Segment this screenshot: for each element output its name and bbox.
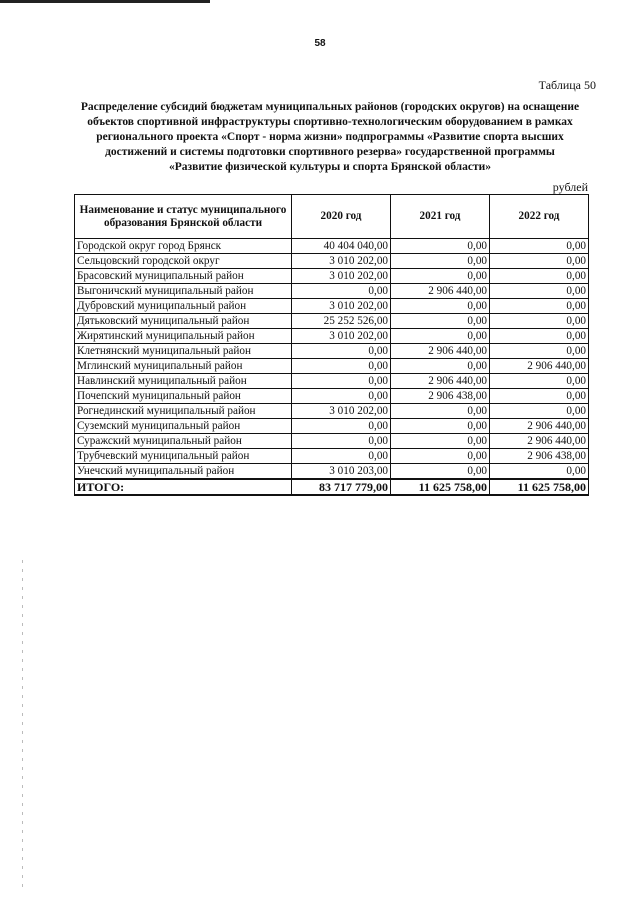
table-row <box>75 404 589 419</box>
table-body <box>75 239 589 480</box>
value-2022: 0,00 <box>490 404 589 419</box>
table-header-row <box>75 195 589 239</box>
value-2022: 0,00 <box>490 329 589 344</box>
value-2022: 0,00 <box>490 239 589 254</box>
value-2020: 0,00 <box>292 284 391 299</box>
value-2022: 0,00 <box>490 344 589 359</box>
municipality-name: Рогнединский муниципальный район <box>75 404 292 419</box>
value-2022: 0,00 <box>490 299 589 314</box>
value-2020: 3 010 202,00 <box>292 299 391 314</box>
value-2021: 2 906 440,00 <box>391 284 490 299</box>
municipality-name: Дубровский муниципальный район <box>75 299 292 314</box>
value-2020: 25 252 526,00 <box>292 314 391 329</box>
value-2021: 0,00 <box>391 434 490 449</box>
municipality-name: Выгоничский муниципальный район <box>75 284 292 299</box>
value-2021: 0,00 <box>391 329 490 344</box>
value-2022: 0,00 <box>490 314 589 329</box>
value-2020: 0,00 <box>292 374 391 389</box>
municipality-name: Клетнянский муниципальный район <box>75 344 292 359</box>
table-row <box>75 359 589 374</box>
value-2022: 0,00 <box>490 284 589 299</box>
municipality-name: Навлинский муниципальный район <box>75 374 292 389</box>
table-row <box>75 374 589 389</box>
subsidy-table <box>74 194 589 496</box>
total-label: ИТОГО: <box>75 479 292 495</box>
municipality-name: Почепский муниципальный район <box>75 389 292 404</box>
value-2022: 0,00 <box>490 254 589 269</box>
value-2022: 0,00 <box>490 374 589 389</box>
value-2022: 2 906 440,00 <box>490 359 589 374</box>
value-2020: 0,00 <box>292 344 391 359</box>
value-2021: 0,00 <box>391 314 490 329</box>
table-row <box>75 284 589 299</box>
units-label: рублей <box>552 180 588 194</box>
value-2020: 3 010 202,00 <box>292 329 391 344</box>
value-2021: 0,00 <box>391 464 490 480</box>
table-row <box>75 344 589 359</box>
municipality-name: Городской округ город Брянск <box>75 239 292 254</box>
total-2021: 11 625 758,00 <box>391 479 490 495</box>
value-2022: 2 906 440,00 <box>490 419 589 434</box>
table-row <box>75 449 589 464</box>
value-2022: 2 906 438,00 <box>490 449 589 464</box>
municipality-name: Унечский муниципальный район <box>75 464 292 480</box>
value-2020: 0,00 <box>292 389 391 404</box>
document-title: Распределение субсидий бюджетам муниципальных районов (городских округов) на оснащение объектов спортивной инфраструктуры спортивно-технологическим оборудованием в рамках регионального проекта «Спорт - норма жизни» подпрограммы «Развитие спорта высших достижений и системы подготовки спортивного резерва» государственной программы «Развитие физической культуры и спорта Брянской области» <box>80 101 580 173</box>
top-rule <box>0 0 210 3</box>
value-2021: 0,00 <box>391 299 490 314</box>
value-2020: 0,00 <box>292 419 391 434</box>
value-2020: 3 010 202,00 <box>292 269 391 284</box>
table-row <box>75 329 589 344</box>
municipality-name: Брасовский муниципальный район <box>75 269 292 284</box>
value-2021: 0,00 <box>391 269 490 284</box>
table-label: Таблица 50 <box>538 78 596 92</box>
value-2021: 0,00 <box>391 254 490 269</box>
value-2021: 0,00 <box>391 449 490 464</box>
municipality-name: Дятьковский муниципальный район <box>75 314 292 329</box>
value-2022: 0,00 <box>490 269 589 284</box>
page-number: 58 <box>314 38 326 49</box>
value-2020: 3 010 202,00 <box>292 254 391 269</box>
total-2022: 11 625 758,00 <box>490 479 589 495</box>
table-row <box>75 389 589 404</box>
value-2020: 40 404 040,00 <box>292 239 391 254</box>
header-2021: 2021 год <box>391 195 490 239</box>
header-municipality: Наименование и статус муниципального образования Брянской области <box>75 195 292 239</box>
table-row <box>75 314 589 329</box>
table-row <box>75 239 589 254</box>
municipality-name: Жирятинский муниципальный район <box>75 329 292 344</box>
municipality-name: Сельцовский городской округ <box>75 254 292 269</box>
table-row <box>75 434 589 449</box>
value-2021: 0,00 <box>391 359 490 374</box>
municipality-name: Мглинский муниципальный район <box>75 359 292 374</box>
scan-edge-mark <box>22 560 23 890</box>
header-2020: 2020 год <box>292 195 391 239</box>
municipality-name: Суражский муниципальный район <box>75 434 292 449</box>
value-2021: 0,00 <box>391 239 490 254</box>
value-2022: 0,00 <box>490 389 589 404</box>
total-row <box>75 479 589 495</box>
value-2020: 3 010 202,00 <box>292 404 391 419</box>
table-row <box>75 464 589 480</box>
value-2021: 0,00 <box>391 419 490 434</box>
total-2020: 83 717 779,00 <box>292 479 391 495</box>
value-2020: 0,00 <box>292 434 391 449</box>
table-row <box>75 269 589 284</box>
table-row <box>75 254 589 269</box>
value-2022: 0,00 <box>490 464 589 480</box>
table-row <box>75 299 589 314</box>
header-2022: 2022 год <box>490 195 589 239</box>
value-2020: 0,00 <box>292 359 391 374</box>
value-2020: 0,00 <box>292 449 391 464</box>
value-2021: 0,00 <box>391 404 490 419</box>
table-row <box>75 419 589 434</box>
municipality-name: Суземский муниципальный район <box>75 419 292 434</box>
value-2021: 2 906 440,00 <box>391 344 490 359</box>
value-2020: 3 010 203,00 <box>292 464 391 480</box>
value-2021: 2 906 438,00 <box>391 389 490 404</box>
value-2021: 2 906 440,00 <box>391 374 490 389</box>
value-2022: 2 906 440,00 <box>490 434 589 449</box>
municipality-name: Трубчевский муниципальный район <box>75 449 292 464</box>
